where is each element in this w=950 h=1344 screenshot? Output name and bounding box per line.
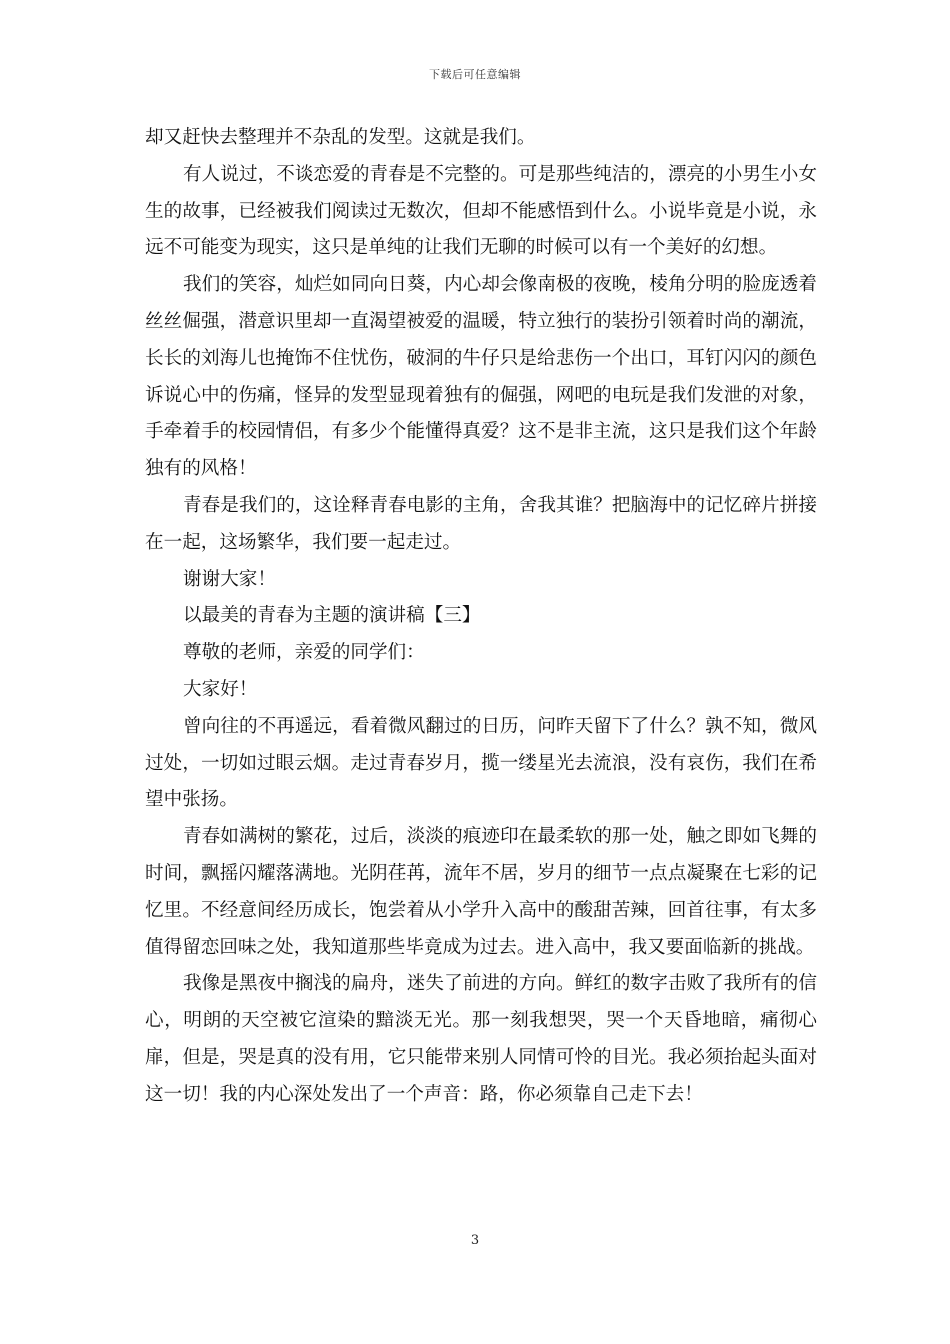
paragraph-9: 曾向往的不再遥远，看着微风翻过的日历，问昨天留下了什么？孰不知，微风过处，一切如过眼云烟。走过青春岁月，揽一缕星光去流浪，没有哀伤，我们在希望中张扬。 [145, 715, 817, 811]
paragraph-3: 我们的笑容，灿烂如同向日葵，内心却会像南极的夜晚，棱角分明的脸庞透着丝丝倔强，潜意识里却一直渴望被爱的温暖，特立独行的装扮引领着时尚的潮流，长长的刘海儿也掩饰不住忧伤，破洞的牛仔只是给悲伤一个出口，耳钉闪闪的颜色诉说心中的伤痛，怪异的发型显现着独有的倔强，网吧的电玩是我们发泄的对象，手牵着手的校园情侣，有多少个能懂得真爱？这不是非主流，这只是我们这个年龄独有的风格！ [145, 274, 817, 480]
paragraph-1: 却又赶快去整理并不杂乱的发型。这就是我们。 [145, 127, 536, 148]
paragraph-10: 青春如满树的繁花，过后，淡淡的痕迹印在最柔软的那一处，触之即如飞舞的时间，飘摇闪耀落满地。光阴荏苒，流年不居，岁月的细节一点点凝聚在七彩的记忆里。不经意间经历成长，饱尝着从小学升入高中的酸甜苦辣，回首往事，有太多值得留恋回味之处，我知道那些毕竟成为过去。进入高中，我又要面临新的挑战。 [145, 826, 817, 958]
paragraph-4: 青春是我们的，这诠释青春电影的主角，舍我其谁？把脑海中的记忆碎片拼接在一起，这场繁华，我们要一起走过。 [145, 494, 817, 553]
paragraph-11: 我像是黑夜中搁浅的扁舟，迷失了前进的方向。鲜红的数字击败了我所有的信心，明朗的天空被它渲染的黯淡无光。那一刻我想哭，哭一个天昏地暗，痛彻心扉，但是，哭是真的没有用，它只能带来别人同情可怜的目光。我必须抬起头面对这一切！我的内心深处发出了一个声音：路，你必须靠自己走下去！ [145, 973, 817, 1105]
document-body [145, 120, 817, 1114]
section-title: 以最美的青春为主题的演讲稿【三】 [183, 605, 481, 627]
greeting: 大家好！ [183, 678, 258, 700]
page-header-note: 下载后可任意编辑 [429, 68, 521, 81]
salutation: 尊敬的老师，亲爱的同学们： [183, 642, 425, 664]
paragraph-thanks: 谢谢大家！ [183, 568, 276, 590]
paragraph-2: 有人说过，不谈恋爱的青春是不完整的。可是那些纯洁的，漂亮的小男生小女生的故事，已经被我们阅读过无数次，但却不能感悟到什么。小说毕竟是小说，永远不可能变为现实，这只是单纯的让我们无聊的时候可以有一个美好的幻想。 [145, 163, 817, 259]
page-number: 3 [470, 1233, 480, 1248]
